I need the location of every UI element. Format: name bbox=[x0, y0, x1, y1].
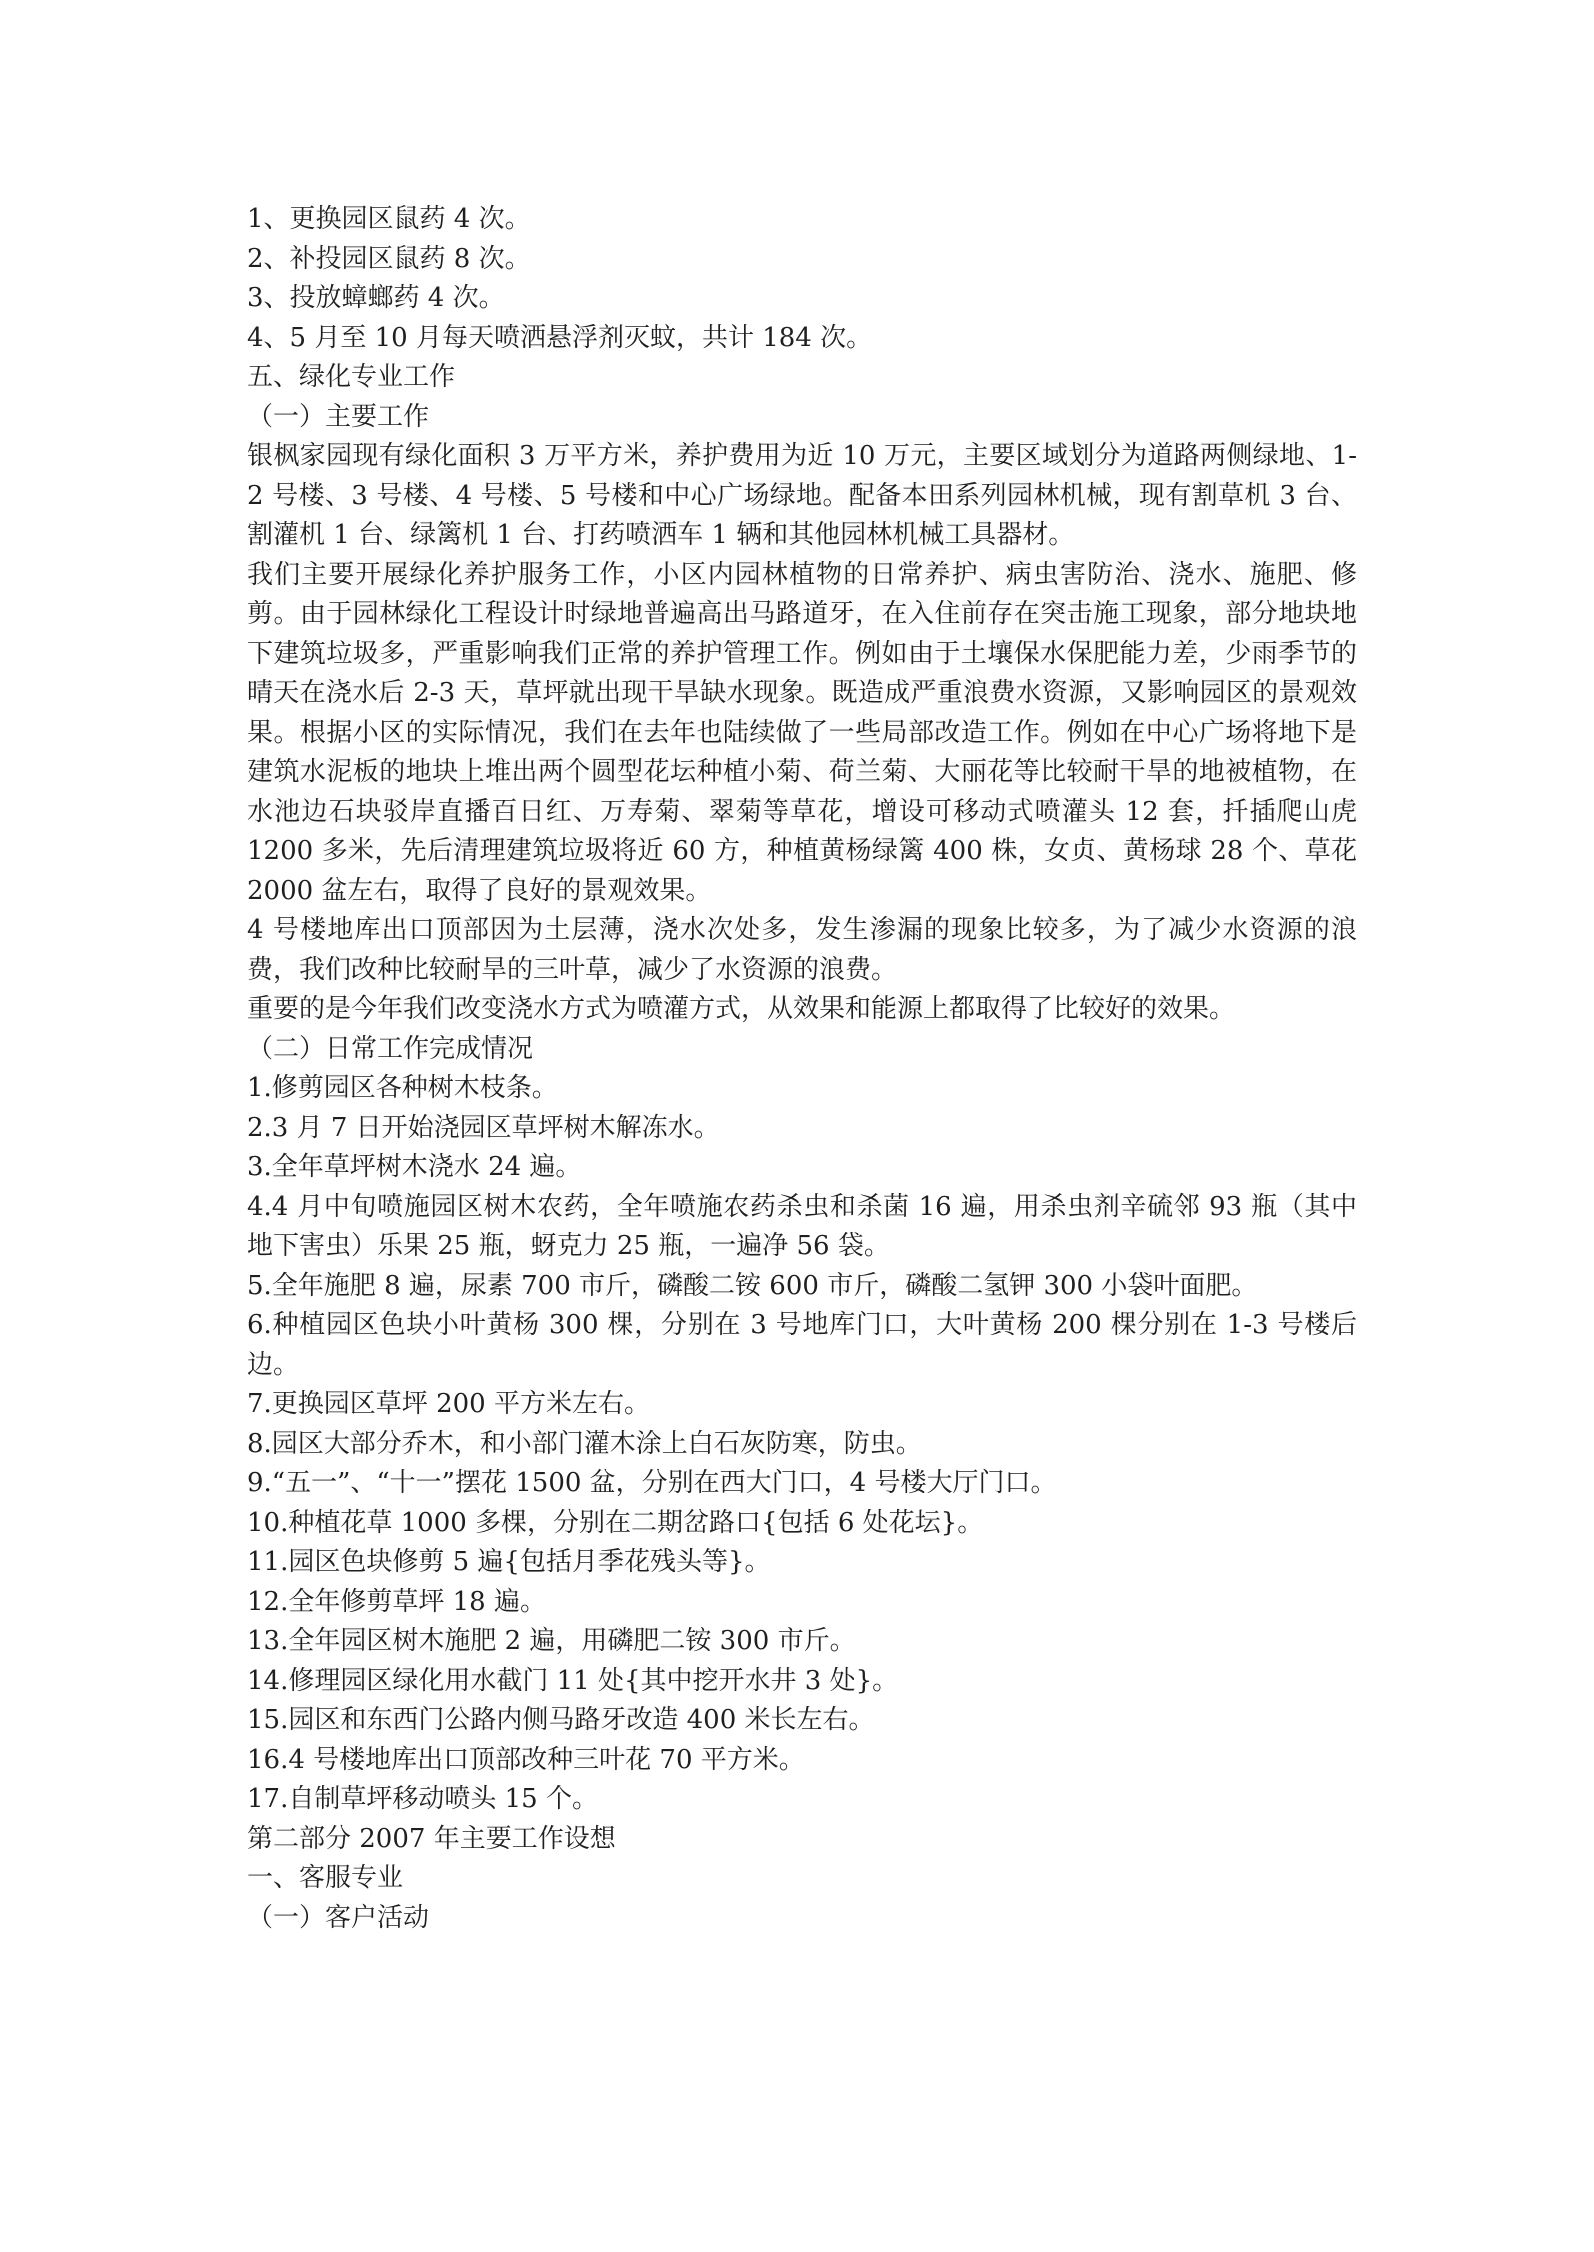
list-item: 7.更换园区草坪 200 平方米左右。 bbox=[247, 1389, 650, 1419]
section-heading: 五、绿化专业工作 bbox=[247, 362, 456, 392]
paragraph: 4 号楼地库出口顶部因为土层薄，浇水次处多，发生渗漏的现象比较多，为了减少水资源的浪费，我们改种比较耐旱的三叶草，减少了水资源的浪费。 bbox=[247, 915, 1357, 985]
list-item: 6.种植园区色块小叶黄杨 300 棵，分别在 3 号地库门口，大叶黄杨 200 棵分别在 1-3 号楼后边。 bbox=[247, 1310, 1357, 1380]
list-item: 16.4 号楼地库出口顶部改种三叶花 70 平方米。 bbox=[247, 1744, 805, 1775]
list-item: 17.自制草坪移动喷头 15 个。 bbox=[247, 1784, 598, 1814]
list-item: 4、5 月至 10 月每天喷洒悬浮剂灭蚊，共计 184 次。 bbox=[247, 322, 873, 353]
list-item: 5.全年施肥 8 遍，尿素 700 市斤，磷酸二铵 600 市斤，磷酸二氢钾 300 小袋叶面肥。 bbox=[247, 1270, 1258, 1301]
subsection-heading: （一）主要工作 bbox=[247, 401, 430, 432]
list-item: 12.全年修剪草坪 18 遍。 bbox=[247, 1586, 546, 1617]
section-heading: 一、客服专业 bbox=[247, 1863, 404, 1893]
part-heading: 第二部分 2007 年主要工作设想 bbox=[247, 1823, 616, 1854]
list-item: 1、更换园区鼠药 4 次。 bbox=[247, 204, 531, 234]
document-body bbox=[247, 200, 1357, 1938]
paragraph: 我们主要开展绿化养护服务工作，小区内园林植物的日常养护、病虫害防治、浇水、施肥、修剪。由于园林绿化工程设计时绿地普遍高出马路道牙，在入住前存在突击施工现象，部分地块地下建筑垃圾多，严重影响我们正常的养护管理工作。例如由于土壤保水保肥能力差，少雨季节的晴天在浇水后 2-3 天，草坪就出现干旱缺水现象。既造成严重浪费水资源，又影响园区的景观效果。根据小区的实际情况，我们在去年也陆续做了一些局部改造工作。例如在中心广场将地下是建筑水泥板的地块上堆出两个圆型花坛种植小菊、荷兰菊、大丽花等比较耐干旱的地被植物，在水池边石块驳岸直播百日红、万寿菊、翠菊等草花，增设可移动式喷灌头 12 套，扦插爬山虎 1200 多米，先后清理建筑垃圾将近 60 方，种植黄杨绿篱 400 株，女贞、黄杨球 28 个、草花 2000 盆左右，取得了良好的景观效果。 bbox=[247, 559, 1357, 906]
list-item: 13.全年园区树木施肥 2 遍，用磷肥二铵 300 市斤。 bbox=[247, 1626, 856, 1656]
list-item: 14.修理园区绿化用水截门 11 处{其中挖开水井 3 处}。 bbox=[247, 1665, 899, 1696]
list-item: 10.种植花草 1000 多棵，分别在二期岔路口{包括 6 处花坛}。 bbox=[247, 1507, 984, 1538]
paragraph: 重要的是今年我们改变浇水方式为喷灌方式，从效果和能源上都取得了比较好的效果。 bbox=[247, 994, 1236, 1024]
list-item: 3.全年草坪树木浇水 24 遍。 bbox=[247, 1152, 582, 1182]
list-item: 15.园区和东西门公路内侧马路牙改造 400 米长左右。 bbox=[247, 1705, 875, 1735]
subsection-heading: （二）日常工作完成情况 bbox=[247, 1033, 534, 1064]
list-item: 2.3 月 7 日开始浇园区草坪树木解冻水。 bbox=[247, 1112, 720, 1143]
list-item: 8.园区大部分乔木，和小部门灌木涂上白石灰防寒，防虫。 bbox=[247, 1428, 922, 1459]
list-item: 2、补投园区鼠药 8 次。 bbox=[247, 243, 531, 274]
list-item: 4.4 月中旬喷施园区树木农药，全年喷施农药杀虫和杀菌 16 遍，用杀虫剂辛硫邻 93 瓶（其中地下害虫）乐果 25 瓶，蚜克力 25 瓶，一遍净 56 袋。 bbox=[247, 1191, 1357, 1261]
list-item: 9.“五一”、“十一”摆花 1500 盆，分别在西大门口，4 号楼大厅门口。 bbox=[247, 1468, 1057, 1498]
subsection-heading: （一）客户活动 bbox=[247, 1902, 430, 1933]
list-item: 3、投放蟑螂药 4 次。 bbox=[247, 283, 505, 313]
paragraph: 银枫家园现有绿化面积 3 万平方米，养护费用为近 10 万元，主要区域划分为道路两侧绿地、1-2 号楼、3 号楼、4 号楼、5 号楼和中心广场绿地。配备本田系列园林机械，现有割草机 3 台、割灌机 1 台、绿篱机 1 台、打药喷洒车 1 辆和其他园林机械工具器材。 bbox=[247, 441, 1357, 550]
list-item: 1.修剪园区各种树木枝条。 bbox=[247, 1073, 558, 1103]
list-item: 11.园区色块修剪 5 遍{包括月季花残头等}。 bbox=[247, 1547, 771, 1577]
